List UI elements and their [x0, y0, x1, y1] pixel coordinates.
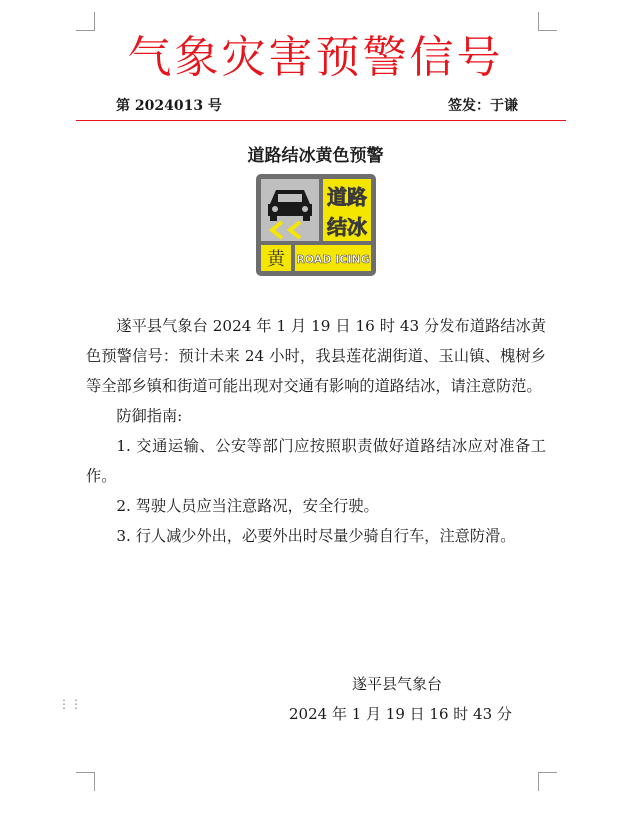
crop-mark-top-right	[538, 12, 557, 31]
signer: 签发：于谦	[448, 98, 518, 114]
signature-organization: 遂平县气象台	[352, 675, 443, 693]
signature-date: 2024 年 1 月 19 日 16 时 43 分	[289, 705, 512, 723]
guidance-item: 3. 行人减少外出，必要外出时尽量少骑自行车，注意防滑。	[116, 527, 516, 545]
road-icing-yellow-signal-icon	[256, 174, 376, 276]
issue-number: 第 2024013 号	[116, 98, 222, 114]
crop-mark-bottom-left	[76, 772, 95, 791]
drag-handle-icon[interactable]: ⋮⋮	[58, 697, 82, 711]
icon-text-top: 道路	[327, 185, 367, 209]
crop-mark-bottom-right	[538, 772, 557, 791]
guidance-heading: 防御指南:	[116, 407, 183, 425]
guidance-item: 2. 驾驶人员应当注意路况，安全行驶。	[116, 497, 379, 515]
warning-title: 道路结冰黄色预警	[247, 146, 384, 166]
document-title: 气象灾害预警信号	[127, 32, 504, 83]
header-divider	[76, 120, 566, 121]
warning-body	[86, 311, 546, 551]
guidance-item: 1. 交通运输、公安等部门应按照职责做好道路结冰应对准备工作。	[86, 437, 546, 485]
icon-label-en: ROAD ICING	[296, 253, 370, 266]
crop-mark-top-left	[76, 12, 95, 31]
icon-text-bottom: 结冰	[327, 215, 367, 239]
icon-level-char: 黄	[267, 249, 285, 270]
body-paragraph: 遂平县气象台 2024 年 1 月 19 日 16 时 43 分发布道路结冰黄色预警信号：预计未来 24 小时，我县莲花湖街道、玉山镇、槐树乡等全部乡镇和街道可能出现对交通有影响的道路结冰，请注意防范。	[86, 317, 546, 395]
